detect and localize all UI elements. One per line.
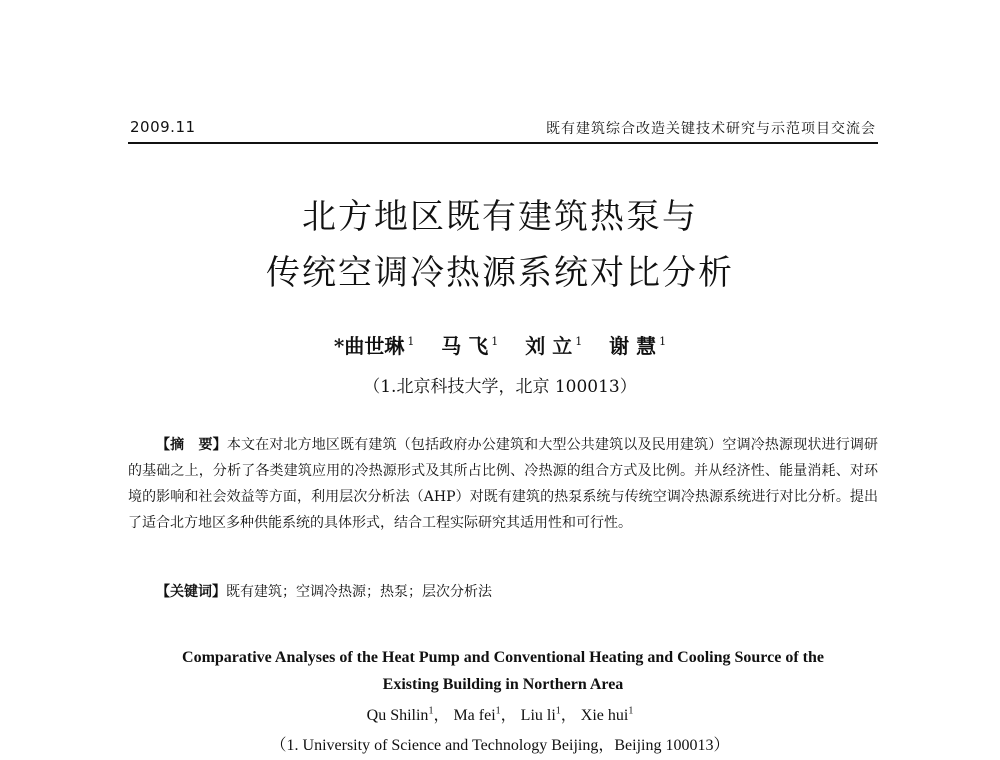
english-affiliation: （1. University of Science and Technology Beijing，Beijing 100013） [270, 737, 730, 754]
author-separator: ， [500, 707, 517, 724]
english-author [367, 707, 450, 724]
abstract-label: 【摘 要】 [156, 437, 227, 453]
english-author-list [0, 702, 1000, 725]
author-name: 马 飞 [441, 334, 489, 358]
english-author [453, 707, 516, 724]
author-affil-mark: 1 [659, 335, 667, 349]
header-date: 2009.11 [130, 118, 196, 136]
english-author-affil-mark: 1 [495, 705, 501, 717]
english-title [128, 644, 878, 698]
title-line-2: 传统空调冷热源系统对比分析 [266, 253, 734, 293]
english-author [581, 707, 634, 724]
keywords [156, 581, 492, 601]
english-title-line-2: Existing Building in Northern Area [382, 676, 624, 693]
author-list [0, 330, 1000, 359]
author-name: *曲世琳 [333, 334, 405, 358]
author-separator: ， [560, 707, 577, 724]
author-affil-mark: 1 [407, 335, 415, 349]
english-author-affil-mark: 1 [555, 705, 561, 717]
author-affil-mark: 1 [491, 335, 499, 349]
author [525, 334, 582, 358]
abstract [128, 432, 878, 536]
english-author-affil-mark: 1 [628, 705, 634, 717]
english-author-name: Qu Shilin [366, 707, 429, 724]
english-author-affil-mark: 1 [428, 705, 434, 717]
english-author [521, 707, 577, 724]
english-author-name: Xie hui [580, 707, 629, 724]
author-name: 谢 慧 [609, 334, 657, 358]
author [609, 334, 666, 358]
affiliation: （1.北京科技大学，北京 100013） [363, 377, 637, 397]
abstract-text: 本文在对北方地区既有建筑（包括政府办公建筑和大型公共建筑以及民用建筑）空调冷热源现状进行调研的基础之上，分析了各类建筑应用的冷热源形式及其所占比例、冷热源的组合方式及比例。并从经济性、能量消耗、对环境的影响和社会效益等方面，利用层次分析法（AHP）对既有建筑的热泵系统与传统空调冷热源系统进行对比分析。提出了适合北方地区多种供能系统的具体形式，结合工程实际研究其适用性和可行性。 [128, 437, 879, 531]
header-conference: 既有建筑综合改造关键技术研究与示范项目交流会 [546, 121, 876, 137]
author [441, 334, 498, 358]
english-author-name: Liu li [520, 707, 556, 724]
author-name: 刘 立 [525, 334, 573, 358]
english-title-line-1: Comparative Analyses of the Heat Pump and Conventional Heating and Cooling Source of the [182, 649, 824, 666]
keywords-text: 既有建筑；空调冷热源；热泵；层次分析法 [226, 584, 492, 600]
keywords-label: 【关键词】 [156, 584, 226, 600]
title-line-1: 北方地区既有建筑热泵与 [302, 197, 698, 237]
page-header [128, 116, 878, 144]
author-separator: ， [433, 707, 450, 724]
author [334, 334, 414, 358]
author-affil-mark: 1 [575, 335, 583, 349]
english-author-name: Ma fei [453, 707, 496, 724]
